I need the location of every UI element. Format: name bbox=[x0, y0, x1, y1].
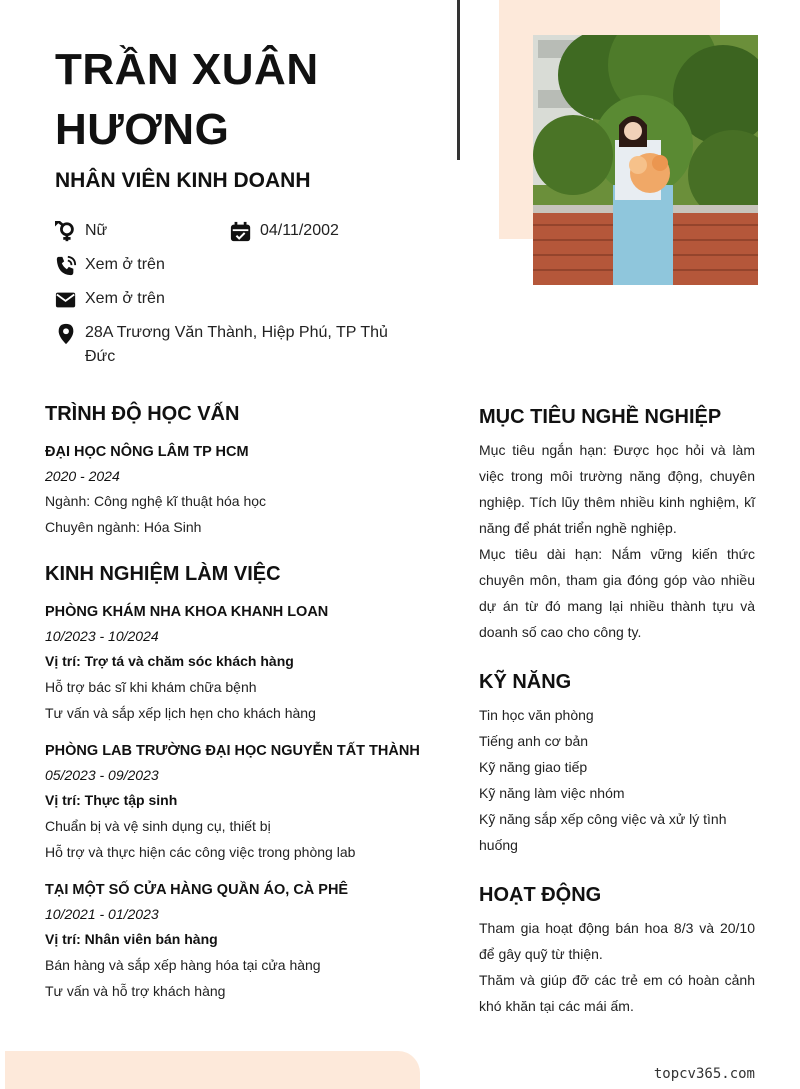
job-task: Tư vấn và sắp xếp lịch hẹn cho khách hàng bbox=[45, 705, 316, 721]
job-task: Hỗ trợ và thực hiện các công việc trong phòng lab bbox=[45, 844, 356, 860]
job-role: Vị trí: Thực tập sinh bbox=[45, 792, 178, 808]
calendar-icon bbox=[230, 221, 252, 243]
skill-item: Kỹ năng làm việc nhóm bbox=[479, 785, 625, 801]
job-period: 10/2021 - 01/2023 bbox=[45, 906, 159, 922]
education-major: Ngành: Công nghệ kĩ thuật hóa học bbox=[45, 493, 267, 509]
address-line-1: 28A Trương Văn Thành, Hiệp Phú, TP Thủ bbox=[85, 324, 388, 341]
job-task: Tư vấn và hỗ trợ khách hàng bbox=[45, 983, 226, 999]
gender-value: Nữ bbox=[85, 222, 108, 239]
activity-item: Thăm và giúp đỡ các trẻ em có hoàn cảnh khó khăn tại các mái ấm. bbox=[479, 972, 755, 1014]
objective-long-term: Mục tiêu dài hạn: Nắm vững kiến thức chuyên môn, tham gia đóng góp vào nhiều dự án từ đó mang lại nhiều thành tựu và doanh số cao cho công ty. bbox=[479, 546, 755, 640]
job-org: PHÒNG LAB TRƯỜNG ĐẠI HỌC NGUYỄN TẤT THÀNH bbox=[45, 743, 420, 759]
location-pin-icon bbox=[55, 323, 77, 345]
experience-title: KINH NGHIỆM LÀM VIỆC bbox=[45, 563, 281, 585]
phone-value: Xem ở trên bbox=[85, 256, 165, 273]
address-line-2: Đức bbox=[85, 348, 116, 365]
job-org: TẠI MỘT SỐ CỬA HÀNG QUẦN ÁO, CÀ PHÊ bbox=[45, 882, 349, 898]
address-value bbox=[85, 321, 395, 369]
job-title: NHÂN VIÊN KINH DOANH bbox=[55, 169, 311, 192]
email-icon bbox=[55, 289, 77, 311]
activities-title: HOẠT ĐỘNG bbox=[479, 884, 602, 906]
watermark: topcv365.com bbox=[653, 1066, 755, 1082]
job-role: Vị trí: Trợ tá và chăm sóc khách hàng bbox=[45, 653, 294, 669]
gender-icon bbox=[55, 221, 77, 243]
job-task: Chuẩn bị và vệ sinh dụng cụ, thiết bị bbox=[45, 818, 271, 834]
email-value: Xem ở trên bbox=[85, 290, 165, 307]
objective-short-term: Mục tiêu ngắn hạn: Được học hỏi và làm việc trong môi trường năng động, chuyên nghiệp. Tích lũy thêm nhiều kinh nghiệm, kĩ năng để phát triển nghề nghiệp. bbox=[479, 442, 755, 536]
activity-item: Tham gia hoạt động bán hoa 8/3 và 20/10 để gây quỹ từ thiện. bbox=[479, 920, 755, 962]
job-role: Vị trí: Nhân viên bán hàng bbox=[45, 931, 218, 947]
job-task: Hỗ trợ bác sĩ khi khám chữa bệnh bbox=[45, 679, 257, 695]
candidate-name: TRẦN XUÂN HƯƠNG bbox=[55, 45, 319, 154]
objective-title: MỤC TIÊU NGHỀ NGHIỆP bbox=[479, 406, 722, 428]
skill-item: Tin học văn phòng bbox=[479, 707, 594, 723]
phone-icon bbox=[55, 255, 77, 277]
header-divider bbox=[457, 0, 460, 160]
skill-item: Kỹ năng giao tiếp bbox=[479, 759, 588, 775]
skill-item: Tiếng anh cơ bản bbox=[479, 733, 589, 749]
job-period: 10/2023 - 10/2024 bbox=[45, 628, 159, 644]
education-specialization: Chuyên ngành: Hóa Sinh bbox=[45, 519, 202, 535]
school-name: ĐẠI HỌC NÔNG LÂM TP HCM bbox=[45, 444, 249, 460]
skill-item: Kỹ năng sắp xếp công việc và xử lý tình huống bbox=[479, 811, 727, 853]
job-period: 05/2023 - 09/2023 bbox=[45, 767, 159, 783]
profile-photo bbox=[533, 35, 758, 285]
job-task: Bán hàng và sắp xếp hàng hóa tại cửa hàng bbox=[45, 957, 321, 973]
dob-value: 04/11/2002 bbox=[260, 222, 339, 239]
education-title: TRÌNH ĐỘ HỌC VẤN bbox=[45, 403, 240, 425]
job-org: PHÒNG KHÁM NHA KHOA KHANH LOAN bbox=[45, 604, 329, 620]
education-period: 2020 - 2024 bbox=[45, 468, 120, 484]
skills-title: KỸ NĂNG bbox=[479, 671, 572, 693]
footer-band bbox=[5, 1051, 420, 1089]
